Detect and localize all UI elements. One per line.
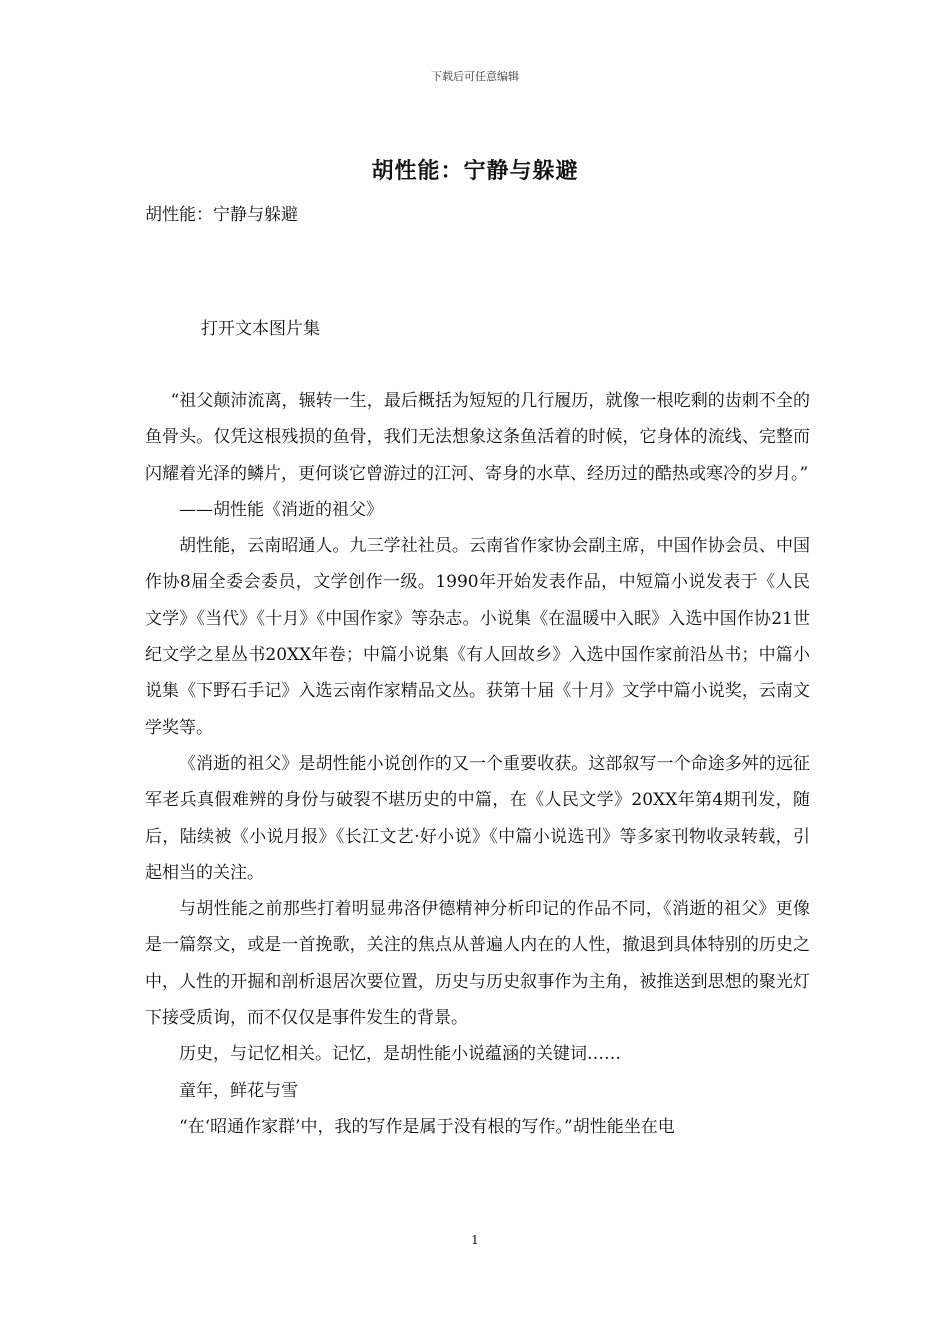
section-heading: 童年，鲜花与雪 [179,1080,298,1101]
article-title: 胡性能：宁静与躲避 [371,158,579,184]
paragraph-quote-source: ——胡性能《消逝的祖父》 [179,499,383,520]
paragraph-bio: 胡性能，云南昭通人。九三学社社员。云南省作家协会副主席，中国作协会员、中国作协8届全委会委员，文学创作一级。1990年开始发表作品，中短篇小说发表于《人民文学》《当代》《十月》《中国作家》等杂志。小说集《在温暖中入眠》入选中国作协21世纪文学之星丛书20XX年卷；中篇小说集《有人回故乡》入选中国作家前沿丛书；中篇小说集《下野石手记》入选云南作家精品文丛。获第十届《十月》文学中篇小说奖，云南文学奖等。 [145,536,810,738]
paragraph-analysis: 与胡性能之前那些打着明显弗洛伊德精神分析印记的作品不同，《消逝的祖父》更像是一篇祭文，或是一首挽歌，关注的焦点从普遍人内在的人性，撤退到具体特别的历史之中，人性的开掘和剖析退居次要位置，历史与历史叙事作为主角，被推送到思想的聚光灯下接受质询，而不仅仅是事件发生的背景。 [145,899,810,1029]
paragraph-interview: “在‘昭通作家群’中，我的写作是属于没有根的写作。”胡性能坐在电 [179,1116,675,1137]
image-gallery-link[interactable]: 打开文本图片集 [201,319,320,339]
paragraph-memory: 历史，与记忆相关。记忆，是胡性能小说蕴涵的关键词…… [179,1044,621,1065]
paragraph-work: 《消逝的祖父》是胡性能小说创作的又一个重要收获。这部叙写一个命途多舛的远征军老兵真假难辨的身份与破裂不堪历史的中篇，在《人民文学》20XX年第4期刊发，随后，陆续被《小说月报》《长江文艺·好小说》《中篇小说选刊》等多家刊物收录转载，引起相当的关注。 [145,753,810,883]
page-header-note: 下载后可任意编辑 [431,70,519,83]
article-subtitle: 胡性能：宁静与躲避 [145,205,298,225]
article-body [145,383,810,1145]
paragraph-quote: “祖父颠沛流离，辗转一生，最后概括为短短的几行履历，就像一根吃剩的齿刺不全的鱼骨头。仅凭这根残损的鱼骨，我们无法想象这条鱼活着的时候，它身体的流线、完整而闪耀着光泽的鳞片，更何谈它曾游过的江河、寄身的水草、经历过的酷热或寒冷的岁月。” [145,391,810,484]
page-number: 1 [471,1233,479,1247]
